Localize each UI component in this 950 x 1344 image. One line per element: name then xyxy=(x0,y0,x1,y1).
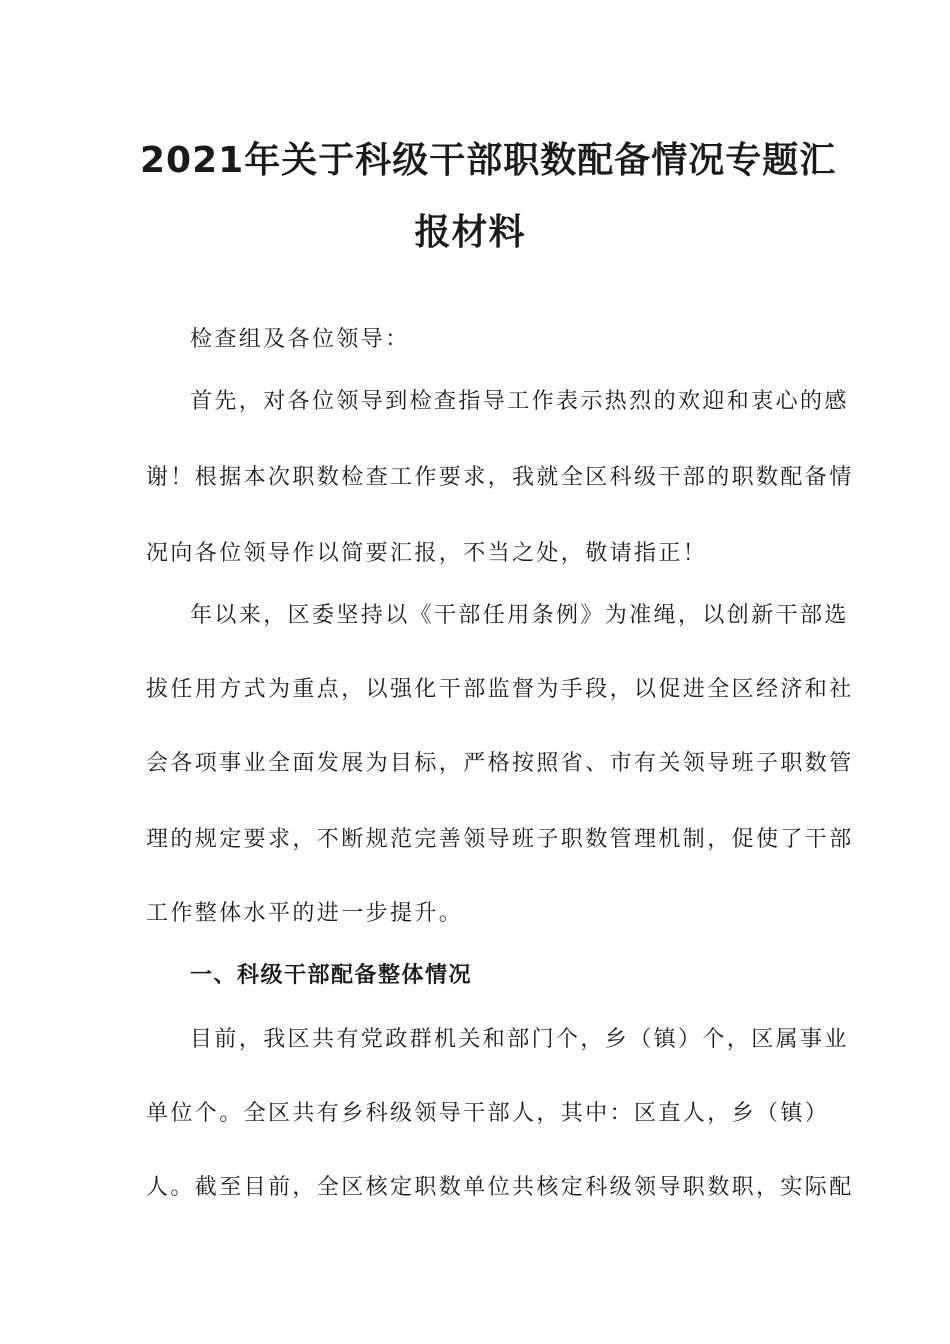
paragraph-3-line-3: 人。截至目前，全区核定职数单位共核定科级领导职数职，实际配 xyxy=(146,1175,854,1200)
paragraph-1-line-2: 谢！根据本次职数检查工作要求，我就全区科级干部的职数配备情 xyxy=(146,465,854,490)
paragraph-2-line-2: 拔任用方式为重点，以强化干部监督为手段，以促进全区经济和社 xyxy=(146,677,854,702)
paragraph-2-line-1: 年以来，区委坚持以《干部任用条例》为准绳，以创新干部选 xyxy=(190,603,849,628)
document-title-line-1: 2021年关于科级干部职数配备情况专题汇 xyxy=(140,140,837,181)
paragraph-2-line-3: 会各项事业全面发展为目标，严格按照省、市有关领导班子职数管 xyxy=(146,751,854,776)
section-1-heading: 一、科级干部配备整体情况 xyxy=(190,963,473,988)
document-title-line-2: 报材料 xyxy=(414,212,526,253)
salutation: 检查组及各位领导： xyxy=(190,327,410,352)
paragraph-3-line-1: 目前，我区共有党政群机关和部门个，乡（镇）个，区属事业 xyxy=(190,1027,849,1052)
paragraph-1-line-1: 首先，对各位领导到检查指导工作表示热烈的欢迎和衷心的感 xyxy=(190,389,849,414)
paragraph-2-line-5: 工作整体水平的进一步提升。 xyxy=(146,901,464,926)
paragraph-2-line-4: 理的规定要求，不断规范完善领导班子职数管理机制，促使了干部 xyxy=(146,827,854,852)
paragraph-3-line-2: 单位个。全区共有乡科级领导干部人，其中：区直人，乡（镇） xyxy=(146,1101,830,1126)
paragraph-1-line-3: 况向各位领导作以简要汇报，不当之处，敬请指正！ xyxy=(146,541,708,566)
